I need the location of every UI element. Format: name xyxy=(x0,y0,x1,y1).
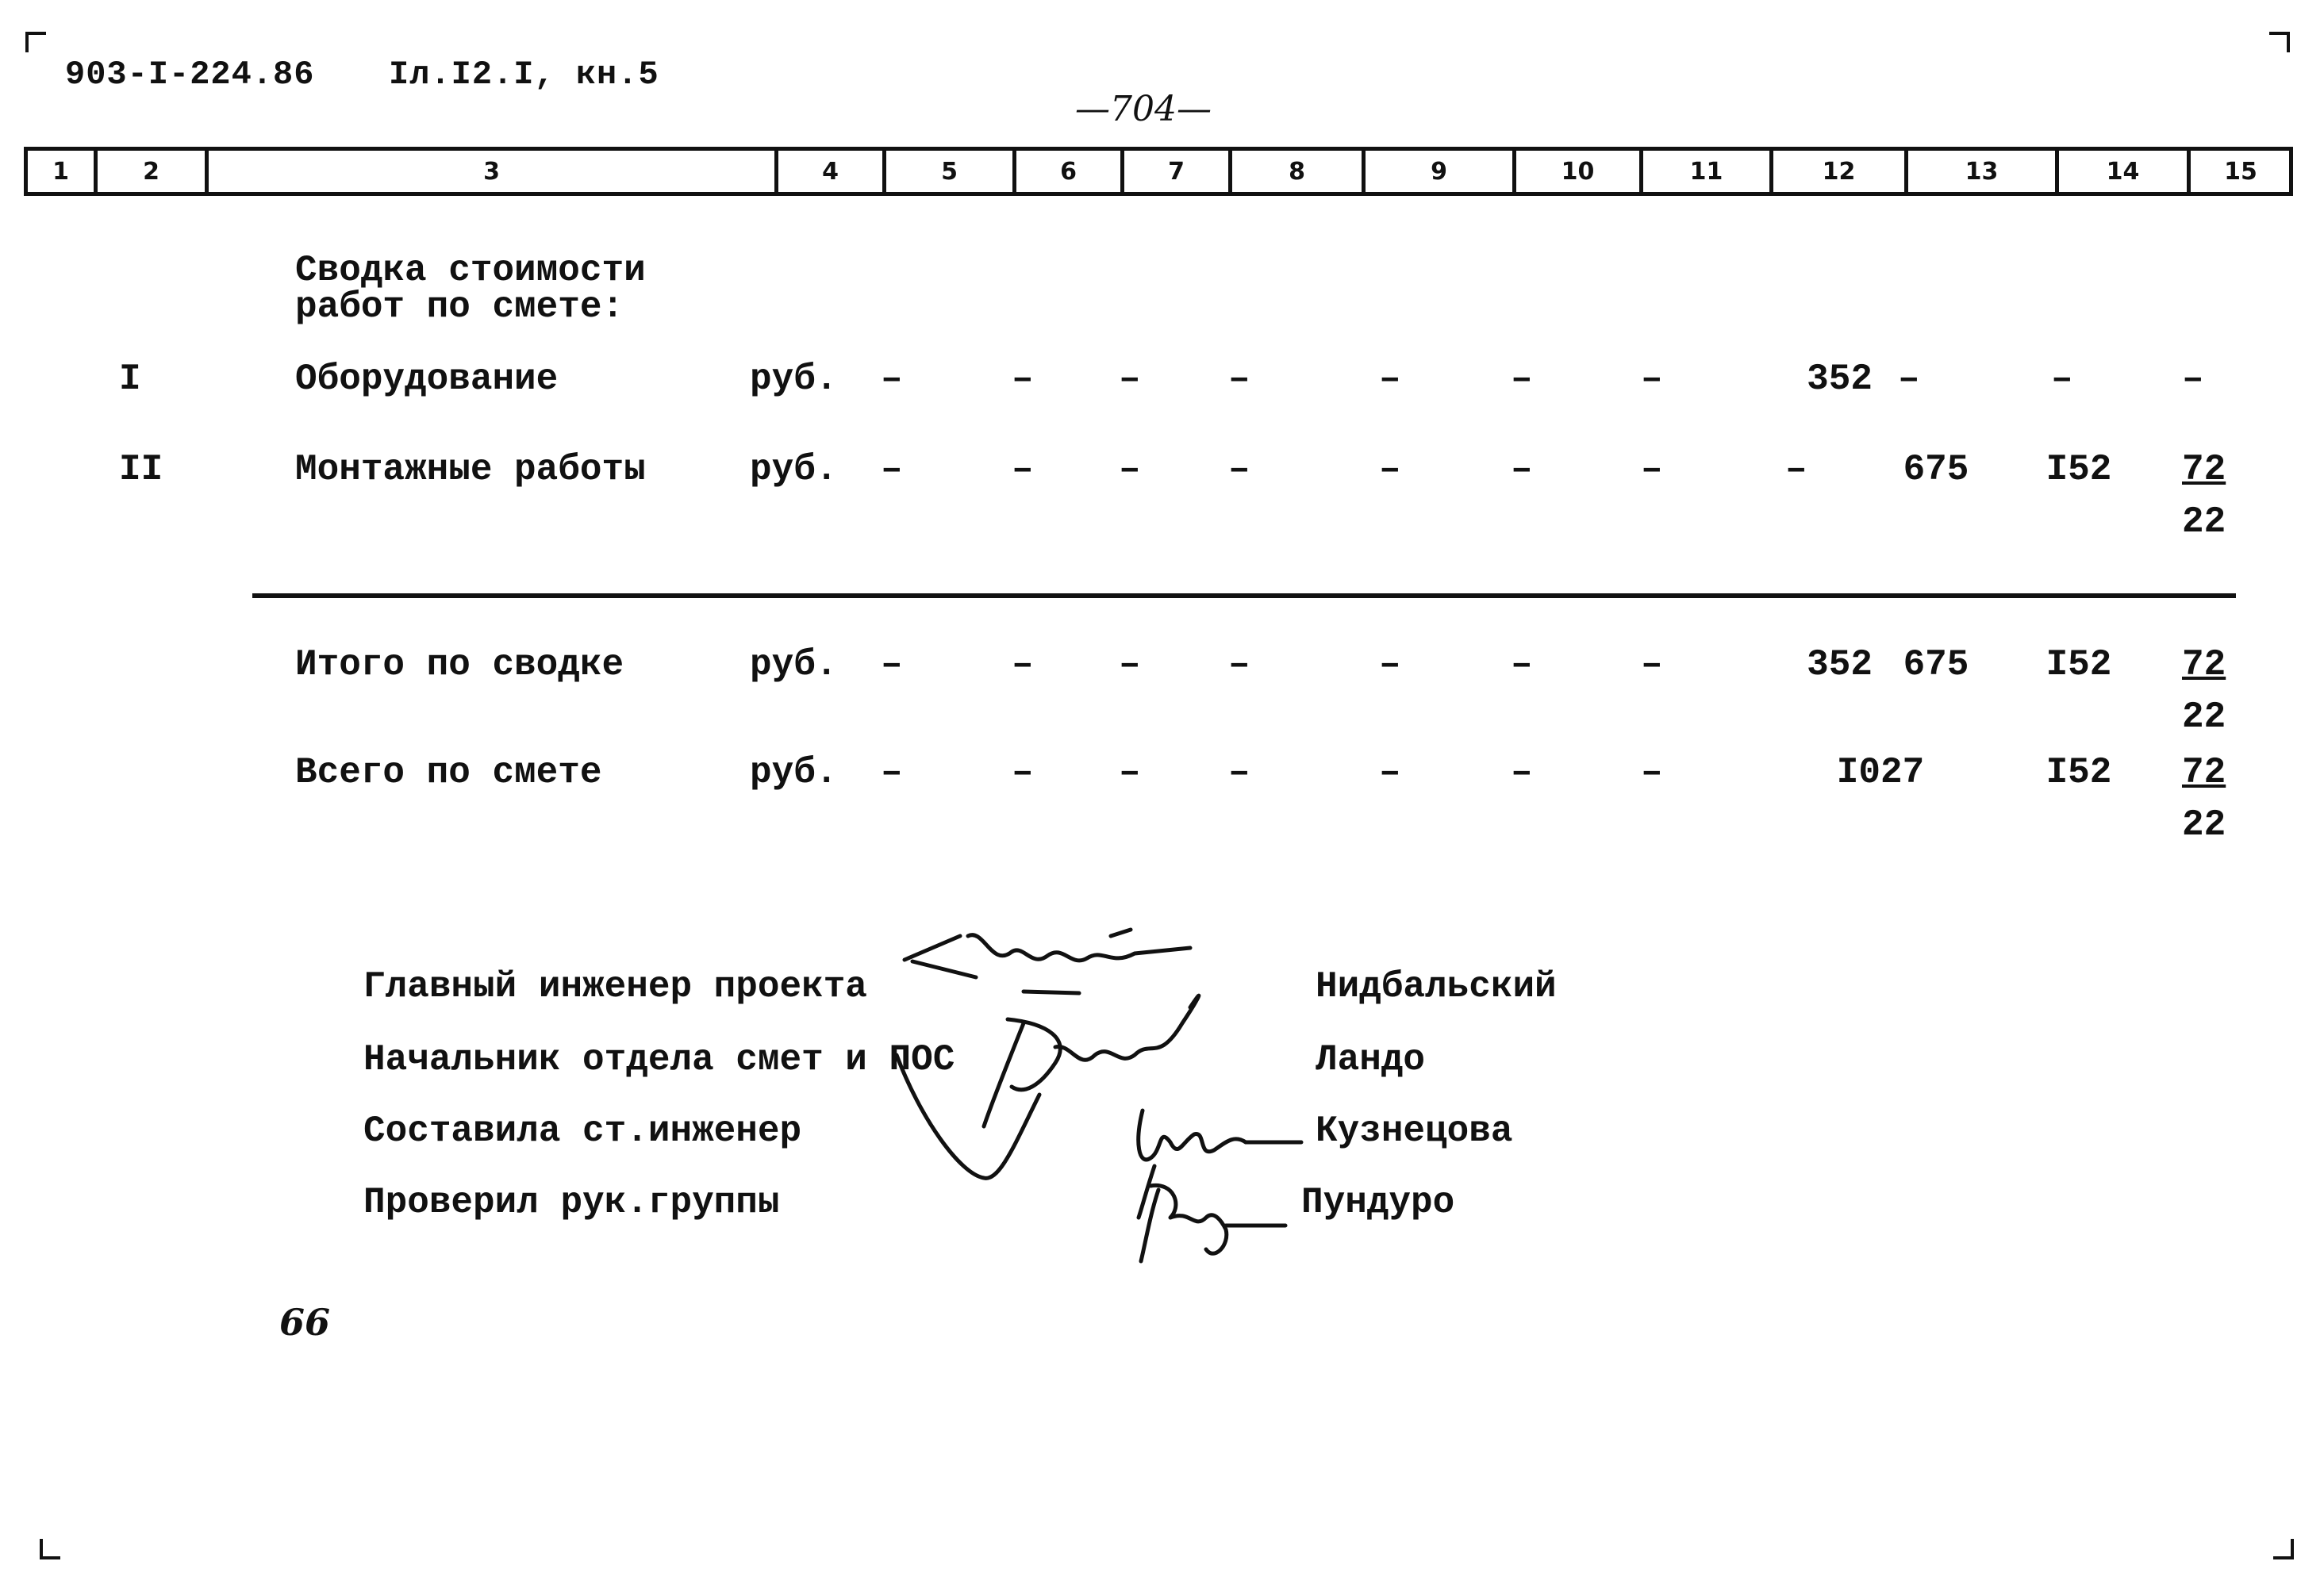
column-number: 7 xyxy=(1124,151,1232,192)
corner-mark-top-left xyxy=(25,32,46,52)
column-number: 15 xyxy=(2224,157,2257,186)
cell-col12: 352 xyxy=(1807,644,1873,685)
cell-col10: – xyxy=(1511,752,1533,793)
summary-heading-line1: Сводка стоимости xyxy=(295,250,646,291)
cell-col10: – xyxy=(1511,449,1533,490)
summary-heading-line2: работ по смете: xyxy=(295,286,624,328)
column-number: 6 xyxy=(1016,151,1124,192)
handwritten-signatures xyxy=(873,904,1317,1269)
row-unit: руб. xyxy=(750,644,838,685)
cell-col5: – xyxy=(881,752,903,793)
cell-col11: – xyxy=(1641,752,1663,793)
cell-col15-top: 72 xyxy=(2182,449,2226,490)
cell-col5: – xyxy=(881,449,903,490)
cell-col15-top: – xyxy=(2182,359,2204,400)
total-separator-line xyxy=(252,593,2236,598)
cell-col15-bottom: 22 xyxy=(2182,501,2226,543)
signature-name-compiler: Кузнецова xyxy=(1316,1111,1513,1152)
column-number: 1 xyxy=(28,151,98,192)
corner-mark-top-right xyxy=(2269,32,2290,52)
corner-mark-bottom-left xyxy=(40,1539,60,1559)
row-number: II xyxy=(119,449,163,490)
row-number: I xyxy=(119,359,141,400)
cell-col10: – xyxy=(1511,359,1533,400)
row-name: Монтажные работы xyxy=(295,449,646,490)
column-number: 2 xyxy=(98,151,209,192)
cell-col6: – xyxy=(1012,449,1034,490)
column-number: 8 xyxy=(1232,151,1366,192)
signature-scribble-checker xyxy=(1141,1185,1285,1261)
cell-col14: I52 xyxy=(2046,752,2112,793)
cell-col13: – xyxy=(1898,359,1920,400)
signature-name-checker: Пундуро xyxy=(1301,1182,1455,1223)
column-number: 3 xyxy=(209,151,778,192)
column-number: 5 xyxy=(886,151,1016,192)
column-number: 4 xyxy=(778,151,886,192)
row-name: Оборудование xyxy=(295,359,559,400)
cell-col6: – xyxy=(1012,752,1034,793)
cell-col7: – xyxy=(1119,359,1141,400)
signature-scribble-compiler xyxy=(1139,1111,1301,1218)
signature-role-dept-head: Начальник отдела смет и ПОС xyxy=(363,1039,955,1080)
cell-col5: – xyxy=(881,644,903,685)
column-number: 11 xyxy=(1643,151,1773,192)
sheet-mark: 66 xyxy=(279,1301,331,1344)
cell-col9: – xyxy=(1379,752,1401,793)
row-unit: руб. xyxy=(750,752,838,793)
cell-col12: – xyxy=(1785,449,1807,490)
cell-col15-top: 72 xyxy=(2182,752,2226,793)
sheet-reference: Iл.I2.I, кн.5 xyxy=(389,56,659,94)
signature-role-checker: Проверил рук.группы xyxy=(363,1182,780,1223)
cell-col5: – xyxy=(881,359,903,400)
column-number: 13 xyxy=(1908,151,2059,192)
signature-name-chief-engineer: Нидбальский xyxy=(1316,966,1557,1007)
row-name: Итого по сводке xyxy=(295,644,624,685)
cell-col9: – xyxy=(1379,644,1401,685)
cell-col14: I52 xyxy=(2046,644,2112,685)
row-unit: руб. xyxy=(750,359,838,400)
signature-role-compiler: Составила ст.инженер xyxy=(363,1111,802,1152)
cell-col9: – xyxy=(1379,449,1401,490)
page-number: —704— xyxy=(1075,89,1212,129)
cell-col15-bottom: 22 xyxy=(2182,696,2226,738)
cell-col7: – xyxy=(1119,644,1141,685)
corner-mark-bottom-right xyxy=(2273,1539,2294,1559)
cell-col13: 675 xyxy=(1903,449,1969,490)
row-name: Всего по смете xyxy=(295,752,602,793)
cell-col13: 675 xyxy=(1903,644,1969,685)
column-number: 12 xyxy=(1773,151,1908,192)
cell-col11: – xyxy=(1641,644,1663,685)
signature-scribble-dept-head xyxy=(897,995,1199,1178)
cell-col9: – xyxy=(1379,359,1401,400)
cell-col8: – xyxy=(1228,752,1250,793)
cell-col7: – xyxy=(1119,752,1141,793)
cell-col14: I52 xyxy=(2046,449,2112,490)
page-number-value: 704 xyxy=(1110,89,1177,129)
cell-col12-13: I027 xyxy=(1836,752,1925,793)
cell-col8: – xyxy=(1228,359,1250,400)
cell-col15-bottom: 22 xyxy=(2182,804,2226,846)
cell-col6: – xyxy=(1012,644,1034,685)
cell-col8: – xyxy=(1228,644,1250,685)
signature-name-dept-head: Ландо xyxy=(1316,1039,1426,1080)
row-unit: руб. xyxy=(750,449,838,490)
doc-code: 903-I-224.86 xyxy=(65,56,315,94)
cell-col15-top: 72 xyxy=(2182,644,2226,685)
cell-col11: – xyxy=(1641,359,1663,400)
cell-col8: – xyxy=(1228,449,1250,490)
cell-col10: – xyxy=(1511,644,1533,685)
signature-scribble-chief xyxy=(905,930,1190,993)
cell-col12: 352 xyxy=(1807,359,1873,400)
column-number-strip xyxy=(24,147,2293,196)
cell-col11: – xyxy=(1641,449,1663,490)
column-number: 9 xyxy=(1366,151,1516,192)
column-number: 14 xyxy=(2059,151,2191,192)
cell-col14: – xyxy=(2051,359,2073,400)
cell-col7: – xyxy=(1119,449,1141,490)
cell-col6: – xyxy=(1012,359,1034,400)
signature-role-chief-engineer: Главный инженер проекта xyxy=(363,966,867,1007)
column-number: 10 xyxy=(1516,151,1643,192)
